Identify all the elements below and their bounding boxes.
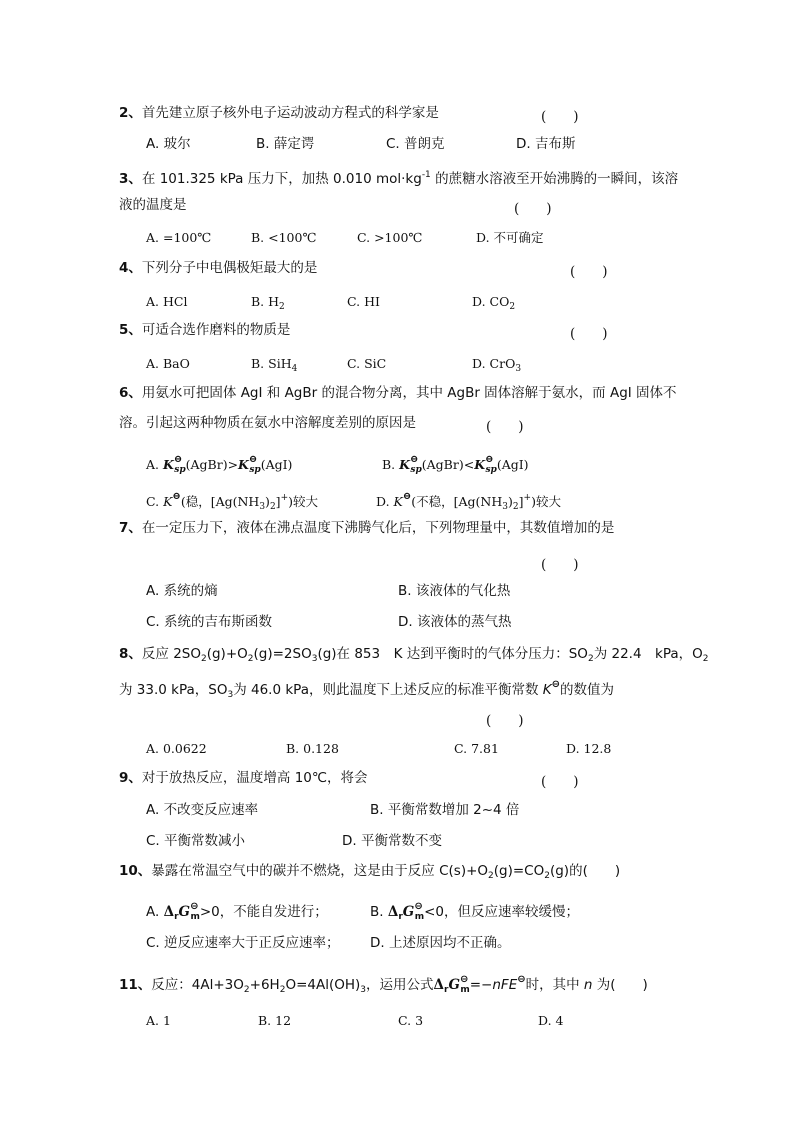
option-text: D. CO xyxy=(472,294,510,309)
answer-blank: ( ) xyxy=(541,109,579,125)
option-a: A. 系统的熵 xyxy=(146,583,218,599)
standard-state-symbol: ⊖ xyxy=(551,679,561,690)
option-letter: A. xyxy=(146,457,163,472)
option-a xyxy=(146,899,328,925)
subscript: sp xyxy=(485,465,497,475)
question-text: 为 46.0 kPa，则此温度下上述反应的标准平衡常数 xyxy=(233,682,543,698)
answer-blank: ( ) xyxy=(541,557,579,573)
option-c: C. 普朗克 xyxy=(386,136,445,152)
question-8 xyxy=(119,646,709,667)
option-letter: A. xyxy=(146,904,164,920)
option-c: C. SiC xyxy=(347,356,387,371)
question-text: (g)=2SO xyxy=(253,646,312,662)
question-text: 时，其中 xyxy=(525,977,584,993)
question-number: 6、 xyxy=(119,385,142,401)
subscript: 3 xyxy=(515,364,522,374)
question-number: 4、 xyxy=(119,260,142,276)
option-b: B. 12 xyxy=(258,1013,292,1028)
option-b xyxy=(370,899,579,925)
option-letter: D. xyxy=(376,494,394,509)
k-symbol: K xyxy=(238,457,249,472)
k-symbol: K xyxy=(542,682,552,698)
option-letter: B. xyxy=(382,457,400,472)
option-text: D. CrO xyxy=(472,356,516,371)
question-text: 在一定压力下，液体在沸点温度下沸腾气化后，下列物理量中，其数值增加的是 xyxy=(141,520,615,536)
question-number: 7、 xyxy=(119,520,142,536)
question-text: 为( ) xyxy=(592,977,648,993)
question-6-line2: 溶。引起这两种物质在氨水中溶解度差别的原因是 xyxy=(119,415,416,431)
option-text: >0，不能自发进行； xyxy=(199,904,328,920)
option-b: B. 0.128 xyxy=(286,741,339,756)
option-d: D. 该液体的蒸气热 xyxy=(398,614,512,630)
option-b: B. 该液体的气化热 xyxy=(398,583,511,599)
option-d xyxy=(472,356,521,377)
subscript: sp xyxy=(249,465,261,475)
standard-state-symbol: ⊖ xyxy=(414,901,423,912)
question-text: =− xyxy=(469,977,493,993)
subscript: 3 xyxy=(227,690,234,700)
option-d: D. 4 xyxy=(538,1013,564,1028)
option-d: D. 吉布斯 xyxy=(516,136,576,152)
subscript: r xyxy=(398,912,403,922)
question-text: 在 101.325 kPa 压力下，加热 0.010 mol·kg xyxy=(141,171,422,187)
subscript: r xyxy=(443,985,449,995)
option-a: A. 不改变反应速率 xyxy=(146,802,259,818)
option-d xyxy=(472,294,515,315)
formula-nfe: nFE xyxy=(492,977,518,993)
standard-state-symbol: ⊖ xyxy=(410,454,419,465)
question-9 xyxy=(119,770,368,786)
subscript: 3 xyxy=(360,985,366,995)
answer-blank: ( ) xyxy=(486,419,524,435)
subscript: 2 xyxy=(279,985,286,995)
gibbs-symbol: G xyxy=(178,904,191,920)
question-text: (g)+O xyxy=(206,646,248,662)
question-11 xyxy=(119,972,648,998)
k-symbol: K xyxy=(393,494,403,509)
question-number: 11、 xyxy=(119,977,152,993)
subscript: 2 xyxy=(544,871,550,881)
option-text: <0，但反应速率较缓慢； xyxy=(424,904,580,920)
option-text: B. SiH xyxy=(251,356,292,371)
question-text: 用氨水可把固体 AgI 和 AgBr 的混合物分离，其中 AgBr 固体溶解于氨水，而 AgI 固体不 xyxy=(141,385,677,401)
k-symbol: K xyxy=(474,457,486,472)
answer-blank: ( ) xyxy=(486,713,524,729)
question-text: 的数值为 xyxy=(560,682,615,698)
delta-symbol: Δ xyxy=(387,904,399,920)
question-text: 为 33.0 kPa，SO xyxy=(119,682,228,698)
subscript: 2 xyxy=(269,502,276,512)
option-text: (不稳，[Ag(NH xyxy=(411,494,503,509)
option-text: (稳，[Ag(NH xyxy=(180,494,260,509)
subscript: 2 xyxy=(200,654,207,664)
subscript: m xyxy=(460,985,470,995)
subscript: m xyxy=(190,912,200,922)
question-text: 可适合选作磨料的物质是 xyxy=(141,322,291,338)
k-symbol: K xyxy=(163,494,173,509)
option-a xyxy=(146,452,292,478)
option-letter: C. xyxy=(146,494,164,509)
option-b xyxy=(382,452,529,478)
option-b: B. 平衡常数增加 2~4 倍 xyxy=(370,802,520,818)
option-text: (AgBr)< xyxy=(421,457,475,472)
option-text: ] xyxy=(518,494,524,509)
option-text: (AgI) xyxy=(496,457,529,472)
superscript: + xyxy=(523,493,532,503)
subscript: m xyxy=(414,912,425,922)
question-4 xyxy=(119,260,317,276)
option-b xyxy=(251,294,285,315)
option-text: ] xyxy=(275,494,281,509)
option-c: C. 逆反应速率大于正反应速率； xyxy=(146,935,340,951)
question-text: 反应 2SO xyxy=(141,646,201,662)
gibbs-symbol: G xyxy=(448,977,460,993)
option-b xyxy=(251,356,297,377)
option-d: D. 12.8 xyxy=(566,741,612,756)
standard-state-symbol: ⊖ xyxy=(402,491,412,502)
question-number: 8、 xyxy=(119,646,142,662)
question-number: 3、 xyxy=(119,171,142,187)
question-text: 首先建立原子核外电子运动波动方程式的科学家是 xyxy=(141,105,439,121)
option-text: (AgI) xyxy=(260,457,293,472)
option-c: C. >100℃ xyxy=(357,230,423,245)
question-text: 为 22.4 kPa，O xyxy=(593,646,703,662)
standard-state-symbol: ⊖ xyxy=(517,974,526,985)
standard-state-symbol: ⊖ xyxy=(459,974,469,985)
option-a: A. HCl xyxy=(146,294,188,309)
subscript: 2 xyxy=(587,654,594,664)
option-a: A. 1 xyxy=(146,1013,171,1028)
standard-state-symbol: ⊖ xyxy=(485,454,494,465)
option-b: B. 薛定谔 xyxy=(256,136,315,152)
question-text: (g)=CO xyxy=(493,863,545,879)
option-letter: B. xyxy=(370,904,388,920)
option-text: )较大 xyxy=(531,494,561,509)
subscript: 3 xyxy=(502,502,508,512)
question-text: 下列分子中电偶极矩最大的是 xyxy=(141,260,318,276)
option-text: B. H xyxy=(251,294,280,309)
question-3 xyxy=(119,167,678,187)
question-text: O=4Al(OH) xyxy=(285,977,361,993)
answer-blank: ( ) xyxy=(570,326,608,342)
question-8-line2 xyxy=(119,677,614,703)
question-text: 暴露在常温空气中的碳并不燃烧，这是由于反应 C(s)+O xyxy=(151,863,489,879)
standard-state-symbol: ⊖ xyxy=(172,491,181,502)
standard-state-symbol: ⊖ xyxy=(173,454,183,465)
standard-state-symbol: ⊖ xyxy=(248,454,258,465)
n-symbol: n xyxy=(583,977,593,993)
answer-blank: ( ) xyxy=(541,774,579,790)
question-text: (g)在 853 K 达到平衡时的气体分压力：SO xyxy=(317,646,588,662)
k-symbol: K xyxy=(162,457,174,472)
question-text-cont: 的蔗糖水溶液至开始沸腾的一瞬间，该溶 xyxy=(430,171,679,187)
question-text: (g)的( ) xyxy=(549,863,621,879)
option-d xyxy=(376,489,561,515)
option-text: ) xyxy=(508,494,513,509)
option-a: A. 0.0622 xyxy=(146,741,207,756)
subscript: r xyxy=(174,912,179,922)
option-d: D. 上述原因均不正确。 xyxy=(370,935,511,951)
subscript: 2 xyxy=(488,871,494,881)
question-text: 对于放热反应，温度增高 10℃，将会 xyxy=(141,770,368,786)
option-a: A. =100℃ xyxy=(146,230,212,245)
subscript: 2 xyxy=(243,985,250,995)
subscript: 2 xyxy=(247,654,254,664)
question-number: 10、 xyxy=(119,863,152,879)
question-text: ，运用公式 xyxy=(366,977,434,993)
subscript: 2 xyxy=(512,502,519,512)
question-text: 反应：4Al+3O xyxy=(151,977,244,993)
subscript: 3 xyxy=(311,654,318,664)
option-c: C. HI xyxy=(347,294,380,309)
subscript: 2 xyxy=(702,654,709,664)
subscript: sp xyxy=(410,465,422,475)
option-c: C. 平衡常数减小 xyxy=(146,833,246,849)
superscript: + xyxy=(280,493,289,503)
option-c xyxy=(146,489,318,515)
question-7 xyxy=(119,520,614,536)
answer-blank: ( ) xyxy=(514,201,552,217)
question-2 xyxy=(119,105,439,121)
question-5 xyxy=(119,322,290,338)
question-6 xyxy=(119,385,677,401)
question-10 xyxy=(119,863,620,884)
question-text: +6H xyxy=(249,977,280,993)
option-a: A. BaO xyxy=(146,356,190,371)
option-d: D. 平衡常数不变 xyxy=(342,833,442,849)
answer-blank: ( ) xyxy=(570,264,608,280)
gibbs-symbol: G xyxy=(402,904,415,920)
superscript: -1 xyxy=(421,170,431,180)
k-symbol: K xyxy=(399,457,411,472)
question-number: 5、 xyxy=(119,322,142,338)
option-c: C. 7.81 xyxy=(454,741,499,756)
subscript: 4 xyxy=(291,364,298,374)
option-text: ) xyxy=(265,494,270,509)
option-c: C. 系统的吉布斯函数 xyxy=(146,614,273,630)
question-3-line2: 液的温度是 xyxy=(119,197,187,213)
delta-symbol: Δ xyxy=(433,977,444,993)
delta-symbol: Δ xyxy=(163,904,175,920)
standard-state-symbol: ⊖ xyxy=(190,901,199,912)
subscript: 2 xyxy=(509,302,516,312)
option-d: D. 不可确定 xyxy=(476,230,544,245)
subscript: 3 xyxy=(259,502,266,512)
option-a: A. 玻尔 xyxy=(146,136,191,152)
question-number: 9、 xyxy=(119,770,142,786)
option-b: B. <100℃ xyxy=(251,230,317,245)
option-text: (AgBr)> xyxy=(185,457,239,472)
option-text: )较大 xyxy=(288,494,318,509)
subscript: 2 xyxy=(279,302,285,312)
option-c: C. 3 xyxy=(398,1013,424,1028)
question-number: 2、 xyxy=(119,105,142,121)
subscript: sp xyxy=(174,465,186,475)
